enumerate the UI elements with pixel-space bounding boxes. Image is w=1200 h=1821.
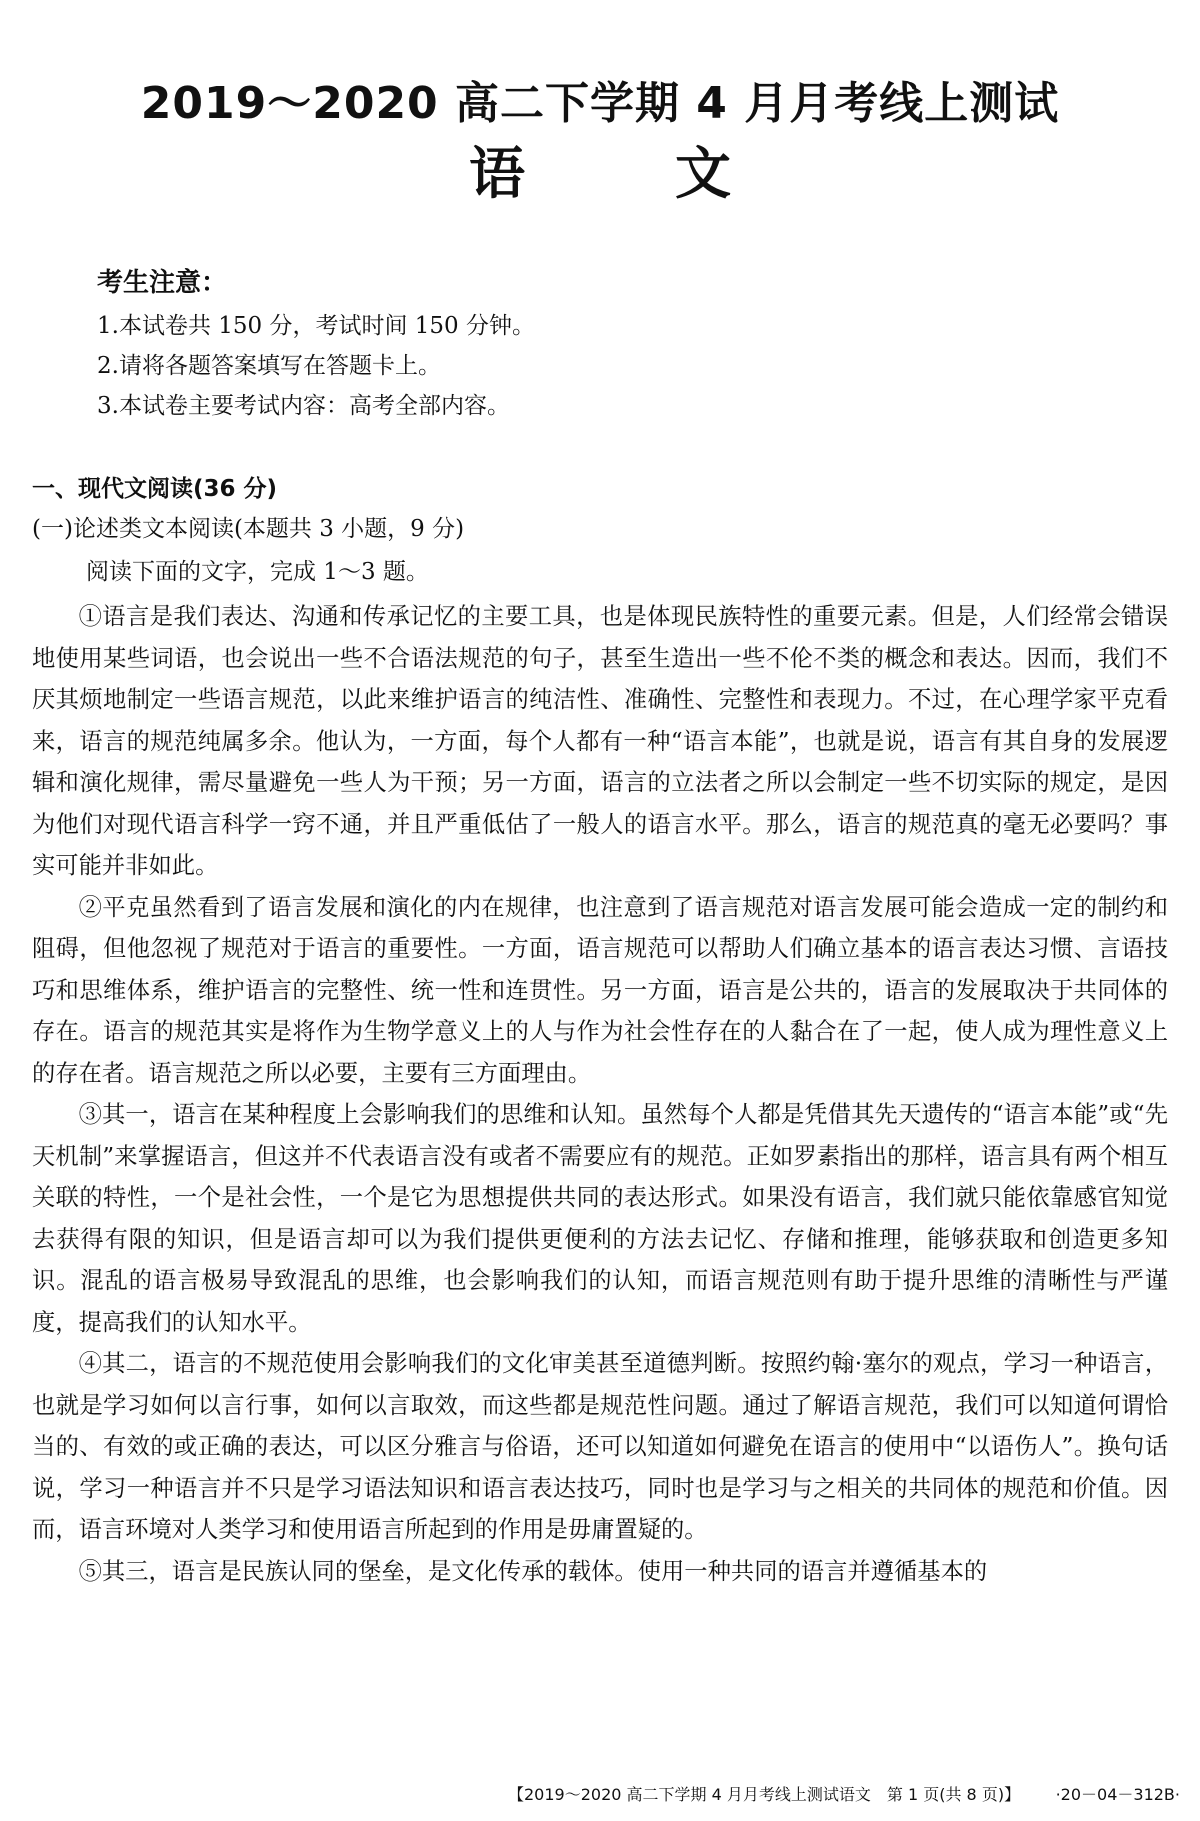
passage-paragraph: ②平克虽然看到了语言发展和演化的内在规律，也注意到了语言规范对语言发展可能会造成一定的制约和阻碍，但他忽视了规范对于语言的重要性。一方面，语言规范可以帮助人们确立基本的语言表达习惯、言语技巧和思维体系，维护语言的完整性、统一性和连贯性。另一方面，语言是公共的，语言的发展取决于共同体的存在。语言的规范其实是将作为生物学意义上的人与作为社会性存在的人黏合在了一起，使人成为理性意义上的存在者。语言规范之所以必要，主要有三方面理由。 bbox=[32, 893, 1168, 1087]
section-title: 一、现代文阅读(36 分) bbox=[32, 476, 278, 502]
reading-instruction: 阅读下面的文字，完成 1～3 题。 bbox=[86, 559, 429, 585]
notice-item: 1.本试卷共 150 分，考试时间 150 分钟。 bbox=[97, 313, 535, 339]
passage-paragraph: ⑤其三，语言是民族认同的堡垒，是文化传承的载体。使用一种共同的语言并遵循基本的 bbox=[78, 1557, 988, 1585]
notice-item: 2.请将各题答案填写在答题卡上。 bbox=[97, 353, 441, 379]
footer-page-info: 【2019～2020 高二下学期 4 月月考线上测试语文 第 1 页(共 8 页)】 bbox=[508, 1785, 1021, 1804]
subsection-title: (一)论述类文本阅读(本题共 3 小题，9 分) bbox=[32, 516, 465, 542]
passage-paragraph: ③其一，语言在某种程度上会影响我们的思维和认知。虽然每个人都是凭借其先天遗传的“语言本能”或“先天机制”来掌握语言，但这并不代表语言没有或者不需要应有的规范。正如罗素指出的那样，语言具有两个相互关联的特性，一个是社会性，一个是它为思想提供共同的表达形式。如果没有语言，我们就只能依靠感官知觉去获得有限的知识，但是语言却可以为我们提供更便利的方法去记忆、存储和推理，能够获取和创造更多知识。混乱的语言极易导致混乱的思维，也会影响我们的认知，而语言规范则有助于提升思维的清晰性与严谨度，提高我们的认知水平。 bbox=[32, 1101, 1168, 1336]
subject-title: 语文 bbox=[469, 142, 881, 207]
exam-title: 2019～2020 高二下学期 4 月月考线上测试 bbox=[140, 78, 1060, 129]
notice-list bbox=[97, 306, 535, 426]
reading-passage bbox=[32, 596, 1168, 1592]
notice-heading: 考生注意： bbox=[97, 268, 228, 298]
notice-item: 3.本试卷主要考试内容：高考全部内容。 bbox=[97, 393, 510, 419]
passage-paragraph: ④其二，语言的不规范使用会影响我们的文化审美甚至道德判断。按照约翰·塞尔的观点，学习一种语言，也就是学习如何以言行事，如何以言取效，而这些都是规范性问题。通过了解语言规范，我们可以知道何谓恰当的、有效的或正确的表达，可以区分雅言与俗语，还可以知道如何避免在语言的使用中“以语伤人”。换句话说，学习一种语言并不只是学习语法知识和语言表达技巧，同时也是学习与之相关的共同体的规范和价值。因而，语言环境对人类学习和使用语言所起到的作用是毋庸置疑的。 bbox=[32, 1350, 1168, 1543]
footer-code: ·20－04－312B· bbox=[1055, 1785, 1180, 1804]
passage-paragraph: ①语言是我们表达、沟通和传承记忆的主要工具，也是体现民族特性的重要元素。但是，人们经常会错误地使用某些词语，也会说出一些不合语法规范的句子，甚至生造出一些不伦不类的概念和表达。因而，我们不厌其烦地制定一些语言规范，以此来维护语言的纯洁性、准确性、完整性和表现力。不过，在心理学家平克看来，语言的规范纯属多余。他认为，一方面，每个人都有一种“语言本能”，也就是说，语言有其自身的发展逻辑和演化规律，需尽量避免一些人为干预；另一方面，语言的立法者之所以会制定一些不切实际的规定，是因为他们对现代语言科学一窍不通，并且严重低估了一般人的语言水平。那么，语言的规范真的毫无必要吗？事实可能并非如此。 bbox=[32, 603, 1168, 879]
